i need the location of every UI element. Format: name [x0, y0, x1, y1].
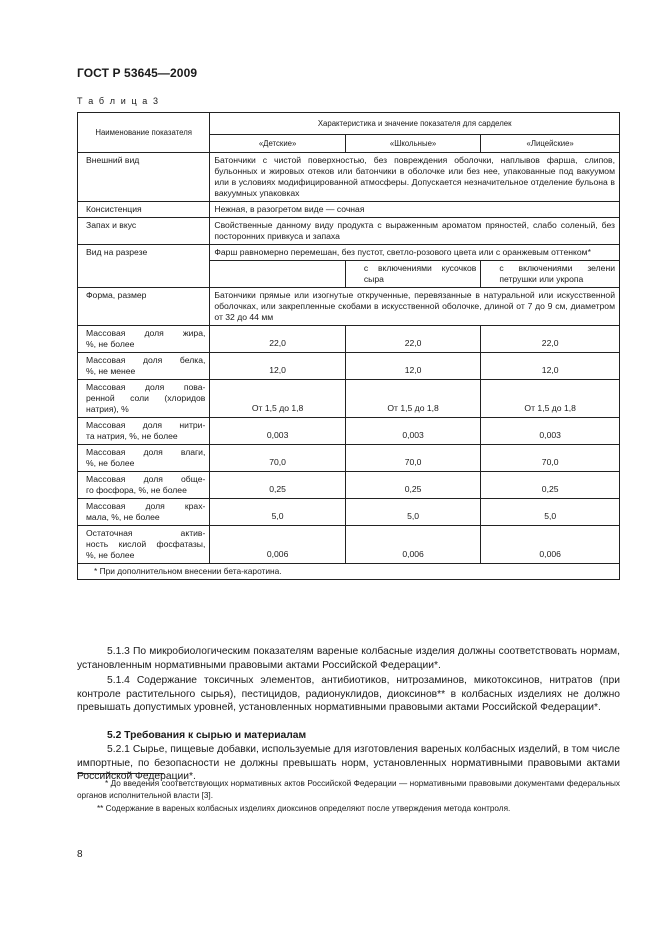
table-footnote-row: [78, 564, 620, 580]
row-name: [78, 418, 210, 445]
row-name-line: Массовая доля белка,: [86, 355, 206, 365]
value-cell: 5,0: [345, 499, 480, 526]
row-name-line: %, не более: [86, 458, 135, 468]
row-name: Форма, размер: [78, 288, 210, 326]
value-cell: 0,003: [345, 418, 480, 445]
row-description: Свойственные данному виду продукта с выраженным ароматом пряностей, слабо соленый, без посторонних привкуса и запаха: [210, 218, 620, 245]
column-header-name: Наименование показателя: [78, 113, 210, 153]
row-name-line: Остаточная актив-: [86, 528, 206, 538]
value-cell: 12,0: [345, 353, 480, 380]
row-name-line: мала, %, не более: [86, 512, 160, 522]
paragraph-text: 5.1.3 По микробиологическим показателям вареные колбасные изделия должны соответствовать нормам, установленным нормативными правовыми актами Российской Федерации*.: [77, 646, 620, 671]
row-name-line: ренной соли (хлоридов: [86, 393, 206, 403]
value-cell: 0,003: [481, 418, 620, 445]
row-name: Запах и вкус: [78, 218, 210, 245]
value-cell: 0,25: [345, 472, 480, 499]
value-cell: 70,0: [210, 445, 345, 472]
value-cell: 22,0: [345, 326, 480, 353]
value-cell: 0,006: [210, 526, 345, 564]
subheader-detskie: «Детские»: [210, 135, 345, 153]
value-cell: 0,006: [481, 526, 620, 564]
table-row: [78, 153, 620, 202]
row-name-line: Массовая доля жира,: [86, 328, 206, 338]
table-row: [78, 380, 620, 418]
cut-view-school: с включениями кусочков сыра: [345, 261, 480, 288]
value-cell: 22,0: [210, 326, 345, 353]
row-name: Консистенция: [78, 202, 210, 218]
footnote-2: [77, 803, 620, 815]
row-name-line: натрия), %: [86, 404, 129, 414]
table-footnote: * При дополнительном внесении бета-каротина.: [78, 564, 620, 580]
footnote-text: * До введения соответствующих нормативных актов Российской Федерации — нормативными правовыми документами федеральных органов исполнительной власти [3].: [77, 779, 620, 800]
row-name: [78, 526, 210, 564]
row-name-line: Массовая доля крах-: [86, 501, 206, 511]
row-name: [78, 380, 210, 418]
row-name-line: Массовая доля влаги,: [86, 447, 206, 457]
page-number: 8: [77, 849, 83, 860]
table-row: [78, 499, 620, 526]
value-cell: 0,006: [345, 526, 480, 564]
empty-cell: [210, 261, 345, 288]
table-row: [78, 288, 620, 326]
column-group-header: Характеристика и значение показателя для сарделек: [210, 113, 620, 135]
subheader-shkolnye: «Школьные»: [345, 135, 480, 153]
value-cell: 0,25: [210, 472, 345, 499]
subheader-liceyskie: «Лицейские»: [481, 135, 620, 153]
value-cell: 0,25: [481, 472, 620, 499]
paragraph-text: 5.2.1 Сырье, пищевые добавки, используемые для изготовления вареных колбасных изделий, в том числе импортные, по безопасности не должны превышать норм, установленных нормативными правовыми актами Российской Федерации*.: [77, 744, 620, 783]
row-name-line: Массовая доля обще-: [86, 474, 206, 484]
value-cell: 5,0: [210, 499, 345, 526]
table-row: [78, 245, 620, 261]
table-row: [78, 418, 620, 445]
table-row: [78, 202, 620, 218]
row-name-line: го фосфора, %, не более: [86, 485, 187, 495]
row-name: Внешний вид: [78, 153, 210, 202]
paragraph-5-1-4: [77, 674, 620, 715]
footnote-1: [77, 778, 620, 802]
table-caption: Т а б л и ц а 3: [77, 96, 160, 106]
row-name: [78, 353, 210, 380]
row-name: Вид на разрезе: [78, 245, 210, 288]
table-row: [78, 218, 620, 245]
row-name-line: %, не более: [86, 550, 135, 560]
value-cell: 12,0: [481, 353, 620, 380]
row-name-line: Массовая доля нитри-: [86, 420, 206, 430]
table-row: [78, 472, 620, 499]
value-cell: 5,0: [481, 499, 620, 526]
value-cell: От 1,5 до 1,8: [345, 380, 480, 418]
cut-view-lyceum: с включениями зелени петрушки или укропа: [481, 261, 620, 288]
heading-text: 5.2 Требования к сырью и материалам: [107, 730, 307, 741]
row-name: [78, 472, 210, 499]
paragraph-text: 5.1.4 Содержание токсичных элементов, антибиотиков, нитрозаминов, микотоксинов, нитратов (при контроле растительного сырья), пестицидов, радионуклидов, диоксинов** в колбасных изделиях не должно превышать допустимых уровней, установленных нормативными правовыми актами Российской Федерации*.: [77, 675, 620, 714]
table-row: [78, 526, 620, 564]
row-name: [78, 445, 210, 472]
table-row: [78, 445, 620, 472]
row-name: [78, 326, 210, 353]
value-cell: 12,0: [210, 353, 345, 380]
table-header-row: [78, 113, 620, 135]
row-name-line: %, не более: [86, 339, 135, 349]
specification-table: [77, 112, 620, 580]
row-name-line: Массовая доля пова-: [86, 382, 206, 392]
value-cell: 0,003: [210, 418, 345, 445]
row-description: Батончики прямые или изогнутые открученные, перевязанные в натуральной или искусственной оболочках, или закрепленные скобами в искусственной оболочке, длиной от 7 до 9 см, диаметром от 32 до 44 мм: [210, 288, 620, 326]
footnote-text: ** Содержание в вареных колбасных изделиях диоксинов определяют после утверждения метода контроля.: [97, 804, 511, 813]
document-code: ГОСТ Р 53645—2009: [77, 66, 198, 80]
footnote-separator: [77, 773, 164, 774]
row-description: Нежная, в разогретом виде — сочная: [210, 202, 620, 218]
section-heading-5-2: [77, 729, 620, 743]
value-cell: 70,0: [481, 445, 620, 472]
row-name: [78, 499, 210, 526]
row-name-line: ность кислой фосфатазы,: [86, 539, 206, 549]
value-cell: 22,0: [481, 326, 620, 353]
value-cell: 70,0: [345, 445, 480, 472]
row-description: Фарш равномерно перемешан, без пустот, светло-розового цвета или с оранжевым оттенком*: [210, 245, 620, 261]
value-cell: От 1,5 до 1,8: [481, 380, 620, 418]
row-description: Батончики с чистой поверхностью, без повреждения оболочки, наплывов фарша, слипов, бульонных и жировых отеков или батончики в оболочке или без нее, упакованные под вакуумом или в условиях модифицированной атмосферы. Допускается незначительное отделение бульона в вакуумных упаковках: [210, 153, 620, 202]
row-name-line: та натрия, %, не более: [86, 431, 178, 441]
row-name-line: %, не менее: [86, 366, 136, 376]
table-row: [78, 353, 620, 380]
value-cell: От 1,5 до 1,8: [210, 380, 345, 418]
paragraph-5-1-3: [77, 645, 620, 672]
table-row: [78, 326, 620, 353]
